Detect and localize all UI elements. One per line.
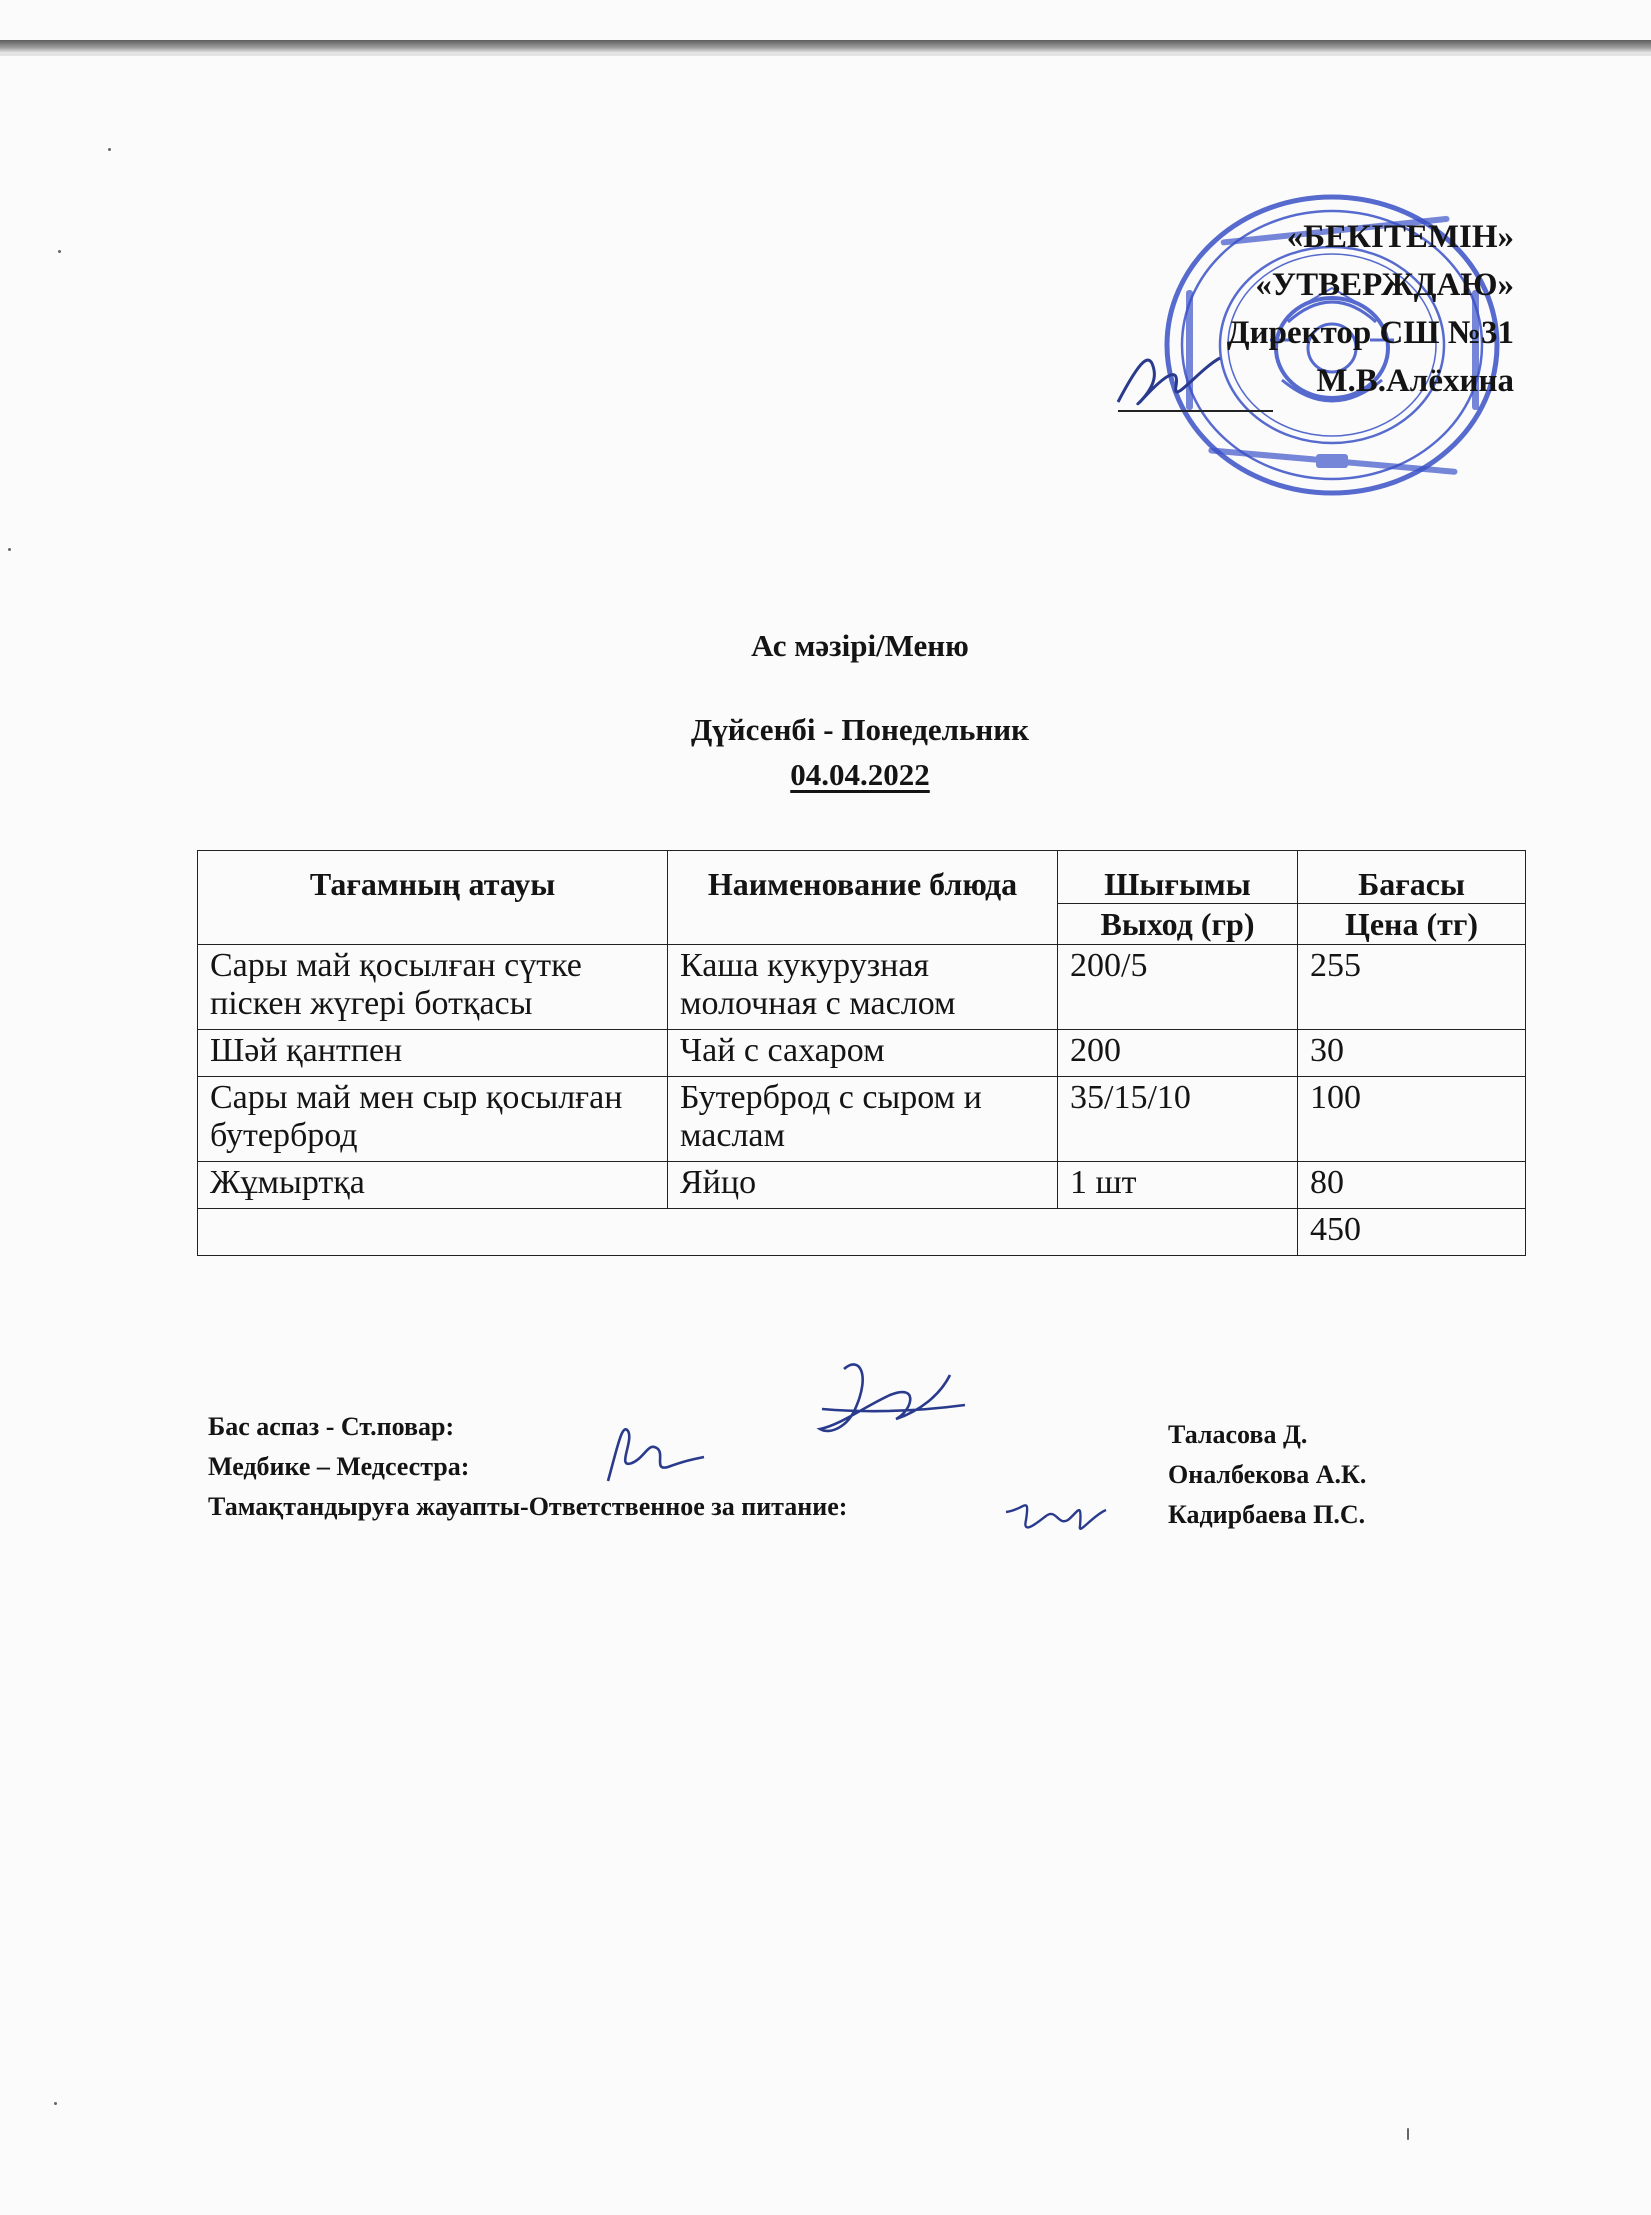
table-row [198,1030,1526,1077]
header-dish-kz: Тағамның атауы [198,851,668,945]
dish-ru: Чай с сахаром [668,1030,1058,1077]
dish-kz: Жұмыртқа [198,1162,668,1209]
total-row [198,1209,1526,1256]
responsible-name: Кадирбаева П.С. [1168,1500,1366,1529]
scan-top-edge [0,40,1651,52]
nurse-signature [588,1415,708,1487]
dish-yield: 200/5 [1058,945,1298,1030]
approval-block [1227,213,1514,405]
dish-yield: 1 шт [1058,1162,1298,1209]
dish-ru: Бутерброд с сыром и маслам [668,1077,1058,1162]
menu-date: 04.04.2022 [790,757,930,792]
table-row [198,945,1526,1030]
scan-speck [108,148,111,151]
header-price-ru: Цена (тг) [1298,904,1526,945]
menu-table [197,850,1526,1256]
nurse-name: Оналбекова А.К. [1168,1460,1367,1489]
nurse-role: Медбике – Медсестра: [208,1452,470,1481]
table-row [198,1077,1526,1162]
table-row [198,1162,1526,1209]
header-yield-ru: Выход (гр) [1058,904,1298,945]
responsible-signature [1000,1486,1110,1542]
dish-yield: 35/15/10 [1058,1077,1298,1162]
director-signature [1110,340,1230,420]
responsible-role: Тамақтандыруға жауапты-Ответственное за питание: [208,1492,848,1521]
approval-kz: «БЕКІТЕМІН» [1286,219,1514,255]
scan-speck [1407,2128,1409,2140]
header-yield-kz: Шығымы [1058,851,1298,904]
chef-signature [800,1355,970,1465]
chef-name: Таласова Д. [1168,1420,1308,1449]
scan-top-edge-shadow [0,52,1651,56]
dish-price: 30 [1298,1030,1526,1077]
scan-speck [54,2102,57,2105]
dish-kz: Шәй қантпен [198,1030,668,1077]
dish-price: 80 [1298,1162,1526,1209]
menu-day: Дүйсенбі - Понедельник [690,712,1030,747]
scan-speck [8,548,11,551]
approval-position: Директор СШ №31 [1226,315,1514,351]
dish-price: 255 [1298,945,1526,1030]
header-dish-ru: Наименование блюда [668,851,1058,945]
approval-ru: «УТВЕРЖДАЮ» [1255,267,1514,303]
chef-role: Бас аспаз - Ст.повар: [208,1412,455,1441]
header-price-kz: Бағасы [1298,851,1526,904]
dish-yield: 200 [1058,1030,1298,1077]
dish-price: 100 [1298,1077,1526,1162]
menu-title: Ас мәзірі/Меню [751,628,969,663]
dish-ru: Каша кукурузная молочная с маслом [668,945,1058,1030]
dish-kz: Сары май мен сыр қосылған бутерброд [198,1077,668,1162]
signatory-names [1168,1415,1366,1535]
total-price: 450 [1298,1209,1526,1256]
signatory-roles [208,1407,847,1527]
dish-kz: Сары май қосылған сүтке піскен жүгері ботқасы [198,945,668,1030]
approval-name: М.В.Алёхина [1316,363,1514,399]
dish-ru: Яйцо [668,1162,1058,1209]
director-signature-line [1118,410,1273,412]
scan-speck [58,250,61,253]
total-label-empty [198,1209,1298,1256]
